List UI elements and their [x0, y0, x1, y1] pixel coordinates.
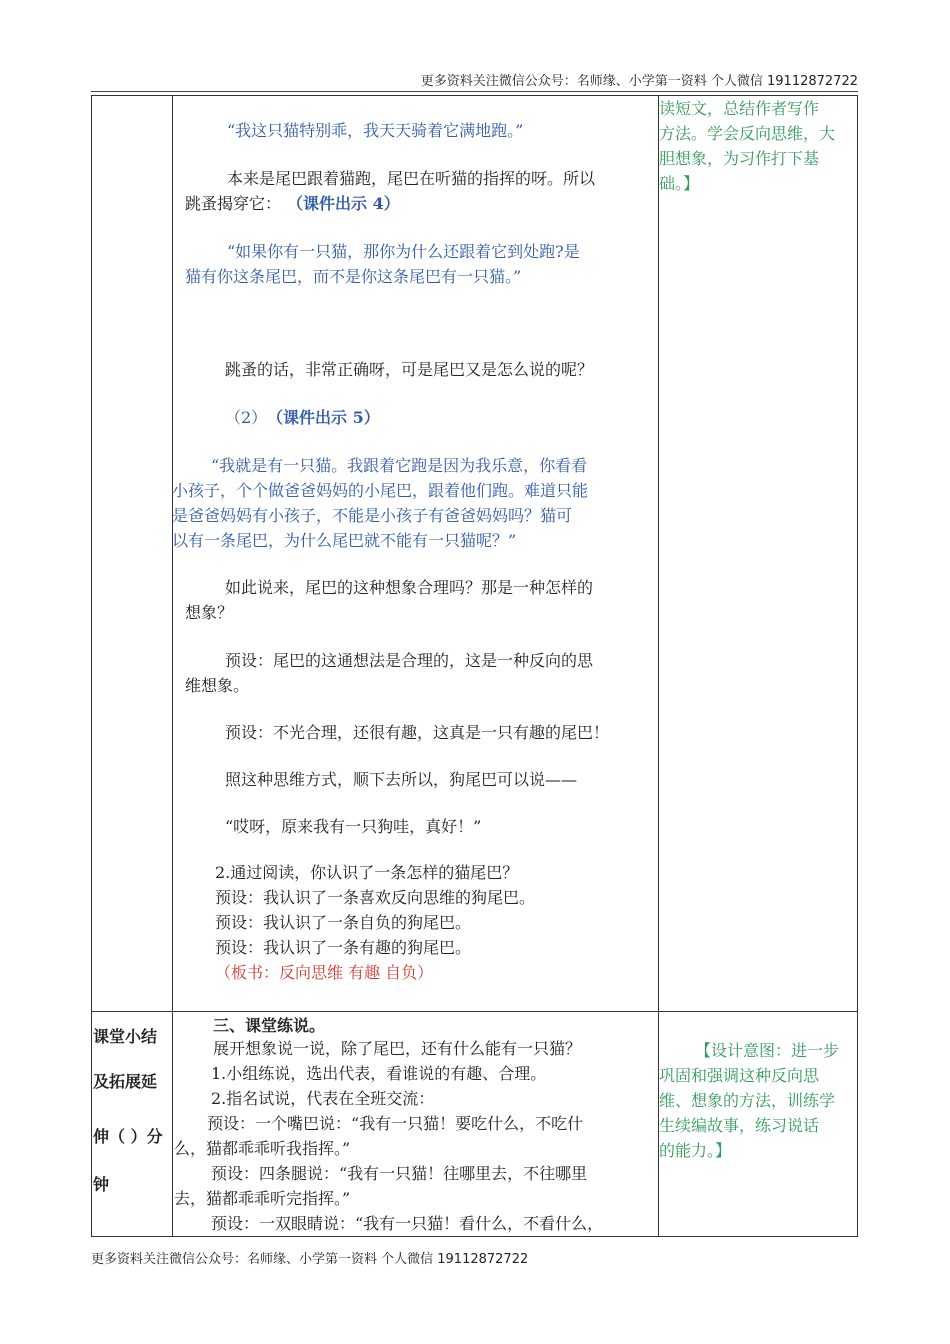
design-intent-line4: 础。】: [659, 174, 700, 193]
section-label-line4: 钟: [93, 1175, 110, 1194]
design-intent2-line5: 的能力。】: [659, 1141, 732, 1160]
slide-note-4: （课件出示 4）: [287, 194, 400, 213]
section-label-line1: 课堂小结: [93, 1027, 158, 1046]
table-border-top: [91, 95, 858, 96]
preset-mouth-line2: 么，猫都乖乖听我指挥。”: [174, 1139, 351, 1158]
item-number-2: （2）: [225, 408, 268, 427]
quote-tail-line2: 小孩子，个个做爸爸妈妈的小尾巴，跟着他们跑。难道只能: [172, 481, 589, 500]
header-note: 更多资料关注微信公众号：名师缘、小学第一资料 个人微信 19112872722: [420, 74, 858, 89]
design-intent2-line3: 维、想象的方法，训练学: [659, 1091, 836, 1110]
quote-cat-obedient: “我这只猫特别乖，我天天骑着它满地跑。”: [227, 121, 524, 140]
question-reasonable: 如此说来，尾巴的这种想象合理吗？那是一种怎样的: [225, 578, 594, 597]
design-intent2-line4: 生续编故事，练习说话: [659, 1116, 820, 1135]
preset-mouth-line1: 预设：一个嘴巴说：“我有一只猫！要吃什么，不吃什: [207, 1114, 584, 1133]
header-divider: [91, 91, 858, 92]
design-intent2-line2: 巩固和强调这种反向思: [659, 1066, 820, 1085]
quote-tail-line4: 以有一条尾巴，为什么尾巴就不能有一只猫呢？”: [172, 531, 517, 550]
para-flea-reveals: 跳蚤揭穿它：: [185, 194, 282, 213]
question-reasonable-2: 想象？: [185, 603, 234, 622]
table-border-right: [857, 95, 858, 1237]
preset-legs-line2: 去，猫都乖乖听完指挥。”: [174, 1189, 351, 1208]
design-intent2-line1: 【设计意图：进一步: [695, 1041, 840, 1060]
design-intent-line2: 方法。学会反向思维，大: [659, 124, 836, 143]
practice-step-1: 1.小组练说，选出代表，看谁说的有趣、合理。: [211, 1064, 547, 1083]
section-label-line3: 伸（ ）分: [93, 1127, 163, 1146]
quote-tail-line3: 是爸爸妈妈有小孩子，不能是小孩子有爸爸妈妈吗？猫可: [172, 506, 573, 525]
preset-eyes-line1: 预设：一双眼睛说：“我有一只猫！看什么，不看什么，: [211, 1214, 604, 1233]
preset-legs-line1: 预设：四条腿说：“我有一只猫！往哪里去，不往哪里: [211, 1164, 588, 1183]
preset-reverse-thinking-2: 维想象。: [185, 676, 250, 695]
preset-2: 预设：我认识了一条自负的狗尾巴。: [215, 913, 472, 932]
preset-reverse-thinking: 预设：尾巴的这通想法是合理的，这是一种反向的思: [225, 651, 594, 670]
slide-note-5: （课件出示 5）: [267, 408, 380, 427]
table-row-divider: [91, 1011, 858, 1012]
quote-flea-line2: 猫有你这条尾巴，而不是你这条尾巴有一只猫。”: [185, 267, 522, 286]
design-intent-line1: 读短文，总结作者写作: [659, 99, 820, 118]
preset-interesting: 预设：不光合理，还很有趣，这真是一只有趣的尾巴！: [225, 723, 610, 742]
practice-intro: 展开想象说一说，除了尾巴，还有什么能有一只猫？: [213, 1039, 582, 1058]
footer-note: 更多资料关注微信公众号：名师缘、小学第一资料 个人微信 19112872722: [91, 1252, 529, 1267]
section-heading-practice: 三、课堂练说。: [213, 1016, 326, 1035]
table-border-left: [91, 95, 92, 1237]
design-intent-line3: 胆想象，为习作打下基: [659, 149, 820, 168]
section-label-line2: 及拓展延: [93, 1072, 158, 1091]
quote-flea-line1: “如果你有一只猫，那你为什么还跟着它到处跑?是: [227, 242, 580, 261]
preset-1: 预设：我认识了一条喜欢反向思维的狗尾巴。: [215, 888, 536, 907]
table-border-bottom: [91, 1236, 858, 1237]
table-divider-col1: [172, 95, 173, 1237]
lesson-table: [91, 95, 858, 1237]
para-tail-follows: 本来是尾巴跟着猫跑，尾巴在听猫的指挥的呀。所以: [227, 169, 596, 188]
quote-tail-line1: “我就是有一只猫。我跟着它跑是因为我乐意，你看看: [211, 456, 588, 475]
quote-dog: “哎呀，原来我有一只狗哇，真好！”: [225, 817, 482, 836]
question-2: 2.通过阅读，你认识了一条怎样的猫尾巴？: [215, 863, 519, 882]
para-flea-correct: 跳蚤的话，非常正确呀，可是尾巴又是怎么说的呢？: [225, 360, 594, 379]
board-note: （板书：反向思维 有趣 自负）: [215, 963, 434, 982]
practice-step-2: 2.指名试说，代表在全班交流：: [211, 1089, 435, 1108]
para-dog-tail: 照这种思维方式，顺下去所以，狗尾巴可以说——: [225, 770, 578, 789]
preset-3: 预设：我认识了一条有趣的狗尾巴。: [215, 938, 472, 957]
